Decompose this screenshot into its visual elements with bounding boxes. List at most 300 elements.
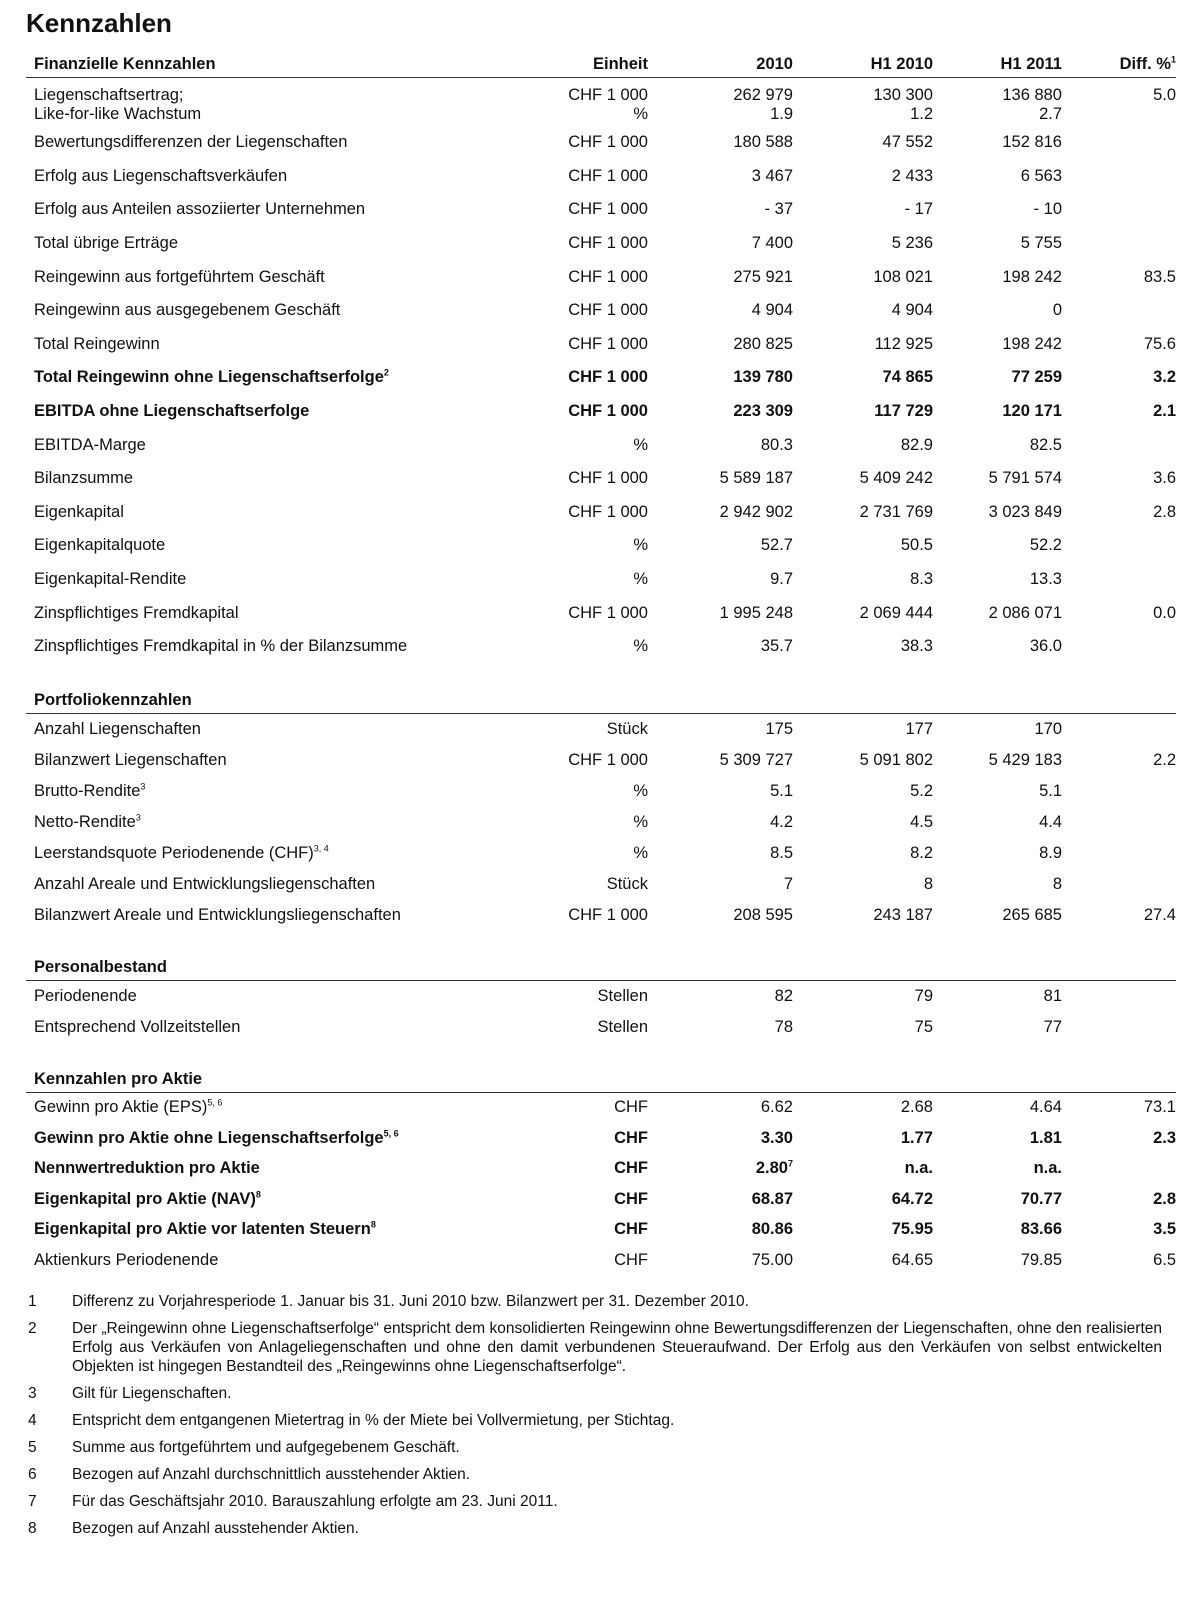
header-label: Finanzielle Kennzahlen [34,55,216,73]
row-value-h1-2011: 83.66 [1020,1220,1062,1239]
section-header-staff [26,945,1176,981]
row-value-h1-2010: 38.3 [900,637,933,656]
row-value-h1-2010: 8.3 [910,570,933,589]
row-value-h1-2010: 2 433 [891,166,933,185]
row-value-h1-2010: 8.2 [910,843,933,862]
footnote-text: Gilt für Liegenschaften. [72,1384,232,1402]
row-value-2010-text: 3.30 [760,1128,793,1147]
table-row [26,1154,1176,1185]
row-value-2010-text: 275 921 [733,267,793,286]
row-value-h1-2010: 75.95 [891,1220,933,1239]
row-label-text: Entsprechend Vollzeitstellen [34,1017,241,1036]
header-diff-text: Diff. % [1119,55,1171,73]
row-value-2010 [648,368,793,387]
footnote [26,1319,1176,1376]
row-value-h1-2010: 2 069 444 [859,603,933,622]
footnote-text: Bezogen auf Anzahl ausstehender Aktien. [72,1519,359,1537]
row-label [26,133,506,152]
row-value-2010-text: 5 309 727 [719,750,793,769]
row-value-h1-2011: 70.77 [1020,1189,1062,1208]
row-label [26,436,506,455]
row-value-h1-2011: 198 242 [1002,267,1062,286]
row-value-2010 [648,875,793,894]
row-unit: % [633,637,648,656]
footnote [26,1384,1176,1403]
row-value-2010-text: 280 825 [733,334,793,353]
row-value-h1-2010: 74 865 [882,368,933,387]
header-diff-sup: 1 [1170,54,1176,65]
row-value-h1-2010: 108 021 [873,267,933,286]
row-value-h1-2010: 75 [914,1017,933,1036]
row-label [26,1251,506,1270]
footnote-ref: 2 [383,367,389,378]
row-value-2010 [648,536,793,555]
row-value-2010 [648,1159,793,1178]
row-value-2010-text: 4 904 [751,301,793,320]
section-header-portfolio [26,678,1176,714]
row-label [26,782,506,801]
row-label-text: Bilanzwert Liegenschaften [34,750,227,769]
footnote-ref: 8 [370,1219,376,1230]
footnote-ref: 8 [255,1189,261,1200]
table-row [26,900,1176,931]
row-label-text: Aktienkurs Periodenende [34,1250,219,1269]
footnote-ref: 3, 4 [313,843,329,853]
row-value-h1-2011: 77 [1043,1017,1062,1036]
row-label-text: Eigenkapital pro Aktie vor latenten Steuern [34,1220,371,1239]
row-value-h1-2010: 5 236 [891,234,933,253]
row-value-h1-2010-line2: 1.2 [910,105,933,123]
row-value-2010 [648,720,793,739]
row-value-h1-2011: 13.3 [1029,570,1062,589]
row-label [26,1159,506,1178]
row-value-2010-text: 2 942 902 [719,502,793,521]
section-title: Personalbestand [34,957,167,976]
table-row [26,630,1176,664]
row-value-h1-2010: - 17 [904,200,933,219]
row-value-h1-2010: 112 925 [874,334,933,353]
footnote-ref: 3 [140,781,146,791]
row-label [26,335,506,354]
row-value-2010-line2: 1.9 [770,105,793,123]
row-value-h1-2011: 82.5 [1029,435,1062,454]
row-value-h1-2010: 177 [905,719,933,738]
row-value-2010 [648,167,793,186]
row-label-text: Periodenende [34,986,137,1005]
table-row [26,193,1176,227]
row-label-text: Gewinn pro Aktie (EPS) [34,1098,208,1117]
row-value-h1-2011: 36.0 [1029,637,1062,656]
row-value-2010-text: 7 400 [751,234,793,253]
row-label [26,368,506,387]
row-value-2010 [648,570,793,589]
row-label [26,1190,506,1209]
row-label [26,402,506,421]
footnote-number: 5 [28,1438,37,1456]
table-row [26,981,1176,1012]
row-label [26,86,506,124]
row-value-2010-text: 223 309 [733,402,793,421]
share-rows [26,1093,1176,1276]
row-diff: 2.8 [1153,1189,1176,1208]
row-value-2010-text: 175 [765,719,793,738]
table-row [26,84,1176,126]
row-value-2010-text: 9.7 [770,570,793,589]
row-value-h1-2010: 8 [923,874,933,893]
footnote-number: 8 [28,1519,37,1537]
row-value-h1-2010: 2.68 [900,1098,933,1117]
row-label-text: Zinspflichtiges Fremdkapital [34,603,239,622]
table-row [26,1245,1176,1276]
row-value-2010-text: 35.7 [760,637,793,656]
row-diff: 0.0 [1153,603,1176,622]
row-value-2010-text: 180 588 [733,133,793,152]
row-value-h1-2011: 8 [1052,874,1062,893]
row-value-h1-2011 [933,86,1062,124]
footnote-text: Entspricht dem entgangenen Mietertrag in % der Miete bei Vollvermietung, per Stichtag. [72,1411,675,1429]
footnote [26,1519,1176,1538]
row-value-2010 [648,637,793,656]
table-row [26,1184,1176,1215]
row-label [26,987,506,1006]
row-value-h1-2010: 1.77 [900,1128,933,1147]
page-title: Kennzahlen [26,8,172,38]
row-unit: CHF 1 000 [568,267,648,286]
footnote [26,1492,1176,1511]
row-value-2010-text: 82 [774,986,793,1005]
row-value-h1-2011: 5 429 183 [988,750,1062,769]
row-label-text: Netto-Rendite [34,812,136,831]
table-row [26,294,1176,328]
row-label-text: Bilanzsumme [34,469,134,488]
row-unit-line2: % [633,105,648,123]
row-value-2010 [648,402,793,421]
row-value-2010 [648,1018,793,1037]
row-diff: 73.1 [1143,1098,1176,1117]
row-value-2010-text: 52.7 [760,536,793,555]
row-value-h1-2011: 52.2 [1029,536,1062,555]
row-unit: CHF 1 000 [568,905,648,924]
row-diff: 2.1 [1153,402,1176,421]
row-value-h1-2011: 81 [1043,986,1062,1005]
footnote [26,1292,1176,1311]
table-row [26,776,1176,807]
row-value-2010-text: 5.1 [770,781,793,800]
row-unit: CHF 1 000 [568,200,648,219]
row-value-h1-2011: 3 023 849 [988,502,1062,521]
row-label [26,1018,506,1037]
row-unit: CHF [614,1159,648,1178]
section-title: Kennzahlen pro Aktie [34,1069,203,1088]
header-col-h1-2010: H1 2010 [870,55,933,73]
footnote-number: 7 [28,1492,37,1510]
row-unit: Stellen [597,986,648,1005]
row-value-h1-2011: 152 816 [1002,133,1062,152]
row-value-2010-text: 78 [774,1017,793,1036]
row-value-2010-text: 139 780 [733,368,793,387]
footnote-ref: 3 [135,812,141,822]
row-diff: 3.6 [1153,469,1176,488]
footnote-number: 1 [28,1292,37,1310]
row-value-2010 [648,436,793,455]
row-value-2010 [648,86,793,124]
row-value-2010 [648,200,793,219]
row-label-text: Reingewinn aus fortgeführtem Geschäft [34,267,325,286]
row-diff: 2.2 [1153,750,1176,769]
row-unit: CHF [614,1189,648,1208]
row-value-2010 [648,813,793,832]
row-unit: % [633,843,648,862]
row-value-h1-2010-line1: 130 300 [873,86,933,104]
row-diff: 3.5 [1153,1220,1176,1239]
footnote-text: Der „Reingewinn ohne Liegenschaftserfolge“ entspricht dem konsolidierten Reingewinn ohne Bewertungsdifferenzen der Liegenschaften, ohne den realisierten Erfolg aus Verkäufen von Anlageliegenschaften und ohne den damit verbundenen Steueraufwand. Der Erfolg aus den Verkäufen von selbst entwickelten Objekten ist hingegen Bestandteil des „Reingewinns ohne Liegenschaftserfolge“. [72,1319,1162,1375]
row-value-h1-2011: 198 242 [1002,334,1062,353]
table-row [26,745,1176,776]
row-unit: CHF [614,1220,648,1239]
row-unit: CHF 1 000 [568,603,648,622]
footnote-ref: 5, 6 [207,1097,223,1108]
row-value-2010 [648,469,793,488]
row-diff: 83.5 [1143,267,1176,286]
row-label-text: EBITDA ohne Liegenschaftserfolge [34,402,310,421]
row-label [26,268,506,287]
row-label-text: Bilanzwert Areale und Entwicklungsliegenschaften [34,905,401,924]
row-diff: 6.5 [1153,1250,1176,1269]
header-unit: Einheit [592,55,648,73]
table-row [26,563,1176,597]
table-row [26,496,1176,530]
row-label [26,637,506,656]
row-value-2010-text: 3 467 [751,166,793,185]
row-label-text: Total Reingewinn ohne Liegenschaftserfolge [34,368,384,387]
row-value-2010-text: 80.3 [760,435,793,454]
footnote [26,1465,1176,1484]
table-row [26,361,1176,395]
row-unit: Stück [606,719,648,738]
row-value-2010 [648,1251,793,1270]
row-label [26,844,506,863]
row-diff: 3.2 [1153,368,1176,387]
row-value-2010 [648,1098,793,1117]
row-value-2010-text: 80.86 [751,1220,793,1239]
table-header [26,40,1176,78]
row-value-2010-text: 7 [783,874,793,893]
section-header-per-share [26,1057,1176,1093]
document [26,6,1176,1546]
row-label-line2: Like-for-like Wachstum [34,105,202,123]
row-label-text: Nennwertreduktion pro Aktie [34,1159,260,1178]
table-row [26,227,1176,261]
row-label-text: EBITDA-Marge [34,435,146,454]
row-unit: CHF 1 000 [568,368,648,387]
footnotes [26,1292,1176,1538]
header-col-diff [1062,55,1176,74]
row-value-h1-2011: 5 755 [1020,234,1062,253]
row-unit [506,86,648,124]
table-row [26,428,1176,462]
row-label [26,469,506,488]
row-unit: CHF [614,1098,648,1117]
row-value-h1-2011: 120 171 [1002,402,1062,421]
row-label-line1: Liegenschaftsertrag; [34,86,184,104]
row-unit: % [633,570,648,589]
table-row [26,714,1176,745]
row-unit-line1: CHF 1 000 [568,86,648,104]
row-unit: CHF 1 000 [568,750,648,769]
row-label [26,570,506,589]
row-label-text: Erfolg aus Liegenschaftsverkäufen [34,166,288,185]
row-unit: % [633,781,648,800]
row-value-h1-2010 [793,86,933,124]
row-value-2010 [648,133,793,152]
row-value-2010 [648,604,793,623]
row-value-2010 [648,335,793,354]
table-row [26,260,1176,294]
table-row [26,395,1176,429]
row-label [26,875,506,894]
row-unit: Stück [606,874,648,893]
row-value-h1-2011-line1: 136 880 [1002,86,1062,104]
row-label [26,720,506,739]
table-row [26,869,1176,900]
row-unit: CHF 1 000 [568,502,648,521]
row-value-h1-2010: 79 [914,986,933,1005]
row-value-2010 [648,987,793,1006]
footnote-number: 2 [28,1319,37,1337]
row-value-2010-line1: 262 979 [733,86,793,104]
row-value-2010-text: 8.5 [770,843,793,862]
row-label-text: Eigenkapital pro Aktie (NAV) [34,1189,256,1208]
row-label [26,906,506,925]
row-label [26,751,506,770]
row-value-h1-2010: 64.65 [891,1250,933,1269]
row-value-2010-text: - 37 [764,200,793,219]
row-unit: % [633,812,648,831]
footnote-text: Für das Geschäftsjahr 2010. Barauszahlung erfolgte am 23. Juni 2011. [72,1492,558,1510]
row-unit: CHF 1 000 [568,166,648,185]
table-row [26,596,1176,630]
row-label-text: Erfolg aus Anteilen assoziierter Unternehmen [34,200,366,219]
row-unit: CHF [614,1250,648,1269]
row-unit: % [633,435,648,454]
row-value-2010 [648,301,793,320]
row-value-2010 [648,1190,793,1209]
footnote-number: 4 [28,1411,37,1429]
table-row [26,462,1176,496]
row-value-2010 [648,268,793,287]
row-unit: CHF 1 000 [568,301,648,320]
row-value-h1-2011: 265 685 [1002,905,1062,924]
row-value-2010-text: 6.62 [760,1098,793,1117]
row-label-text: Bewertungsdifferenzen der Liegenschaften [34,133,348,152]
row-unit: CHF 1 000 [568,334,648,353]
row-value-h1-2010: 5.2 [910,781,933,800]
row-diff: 75.6 [1143,334,1176,353]
footnote-number: 3 [28,1384,37,1402]
row-value-h1-2011: 5 791 574 [988,469,1062,488]
row-value-h1-2010: 4.5 [910,812,933,831]
row-diff [1062,86,1176,105]
table-row [26,126,1176,160]
footnote-ref: 7 [787,1158,793,1169]
footnote-text: Differenz zu Vorjahresperiode 1. Januar bis 31. Juni 2010 bzw. Bilanzwert per 31. Dezember 2010. [72,1292,749,1310]
row-value-2010-text: 75.00 [751,1250,793,1269]
row-value-2010 [648,906,793,925]
table-row [26,807,1176,838]
row-diff: 2.3 [1153,1128,1176,1147]
row-value-h1-2010: 82.9 [900,435,933,454]
portfolio-rows [26,714,1176,931]
row-label [26,167,506,186]
row-unit: CHF [614,1128,648,1147]
row-label-text: Total übrige Erträge [34,234,178,253]
staff-rows [26,981,1176,1043]
footnote-text: Bezogen auf Anzahl durchschnittlich ausstehender Aktien. [72,1465,471,1483]
row-unit: CHF 1 000 [568,469,648,488]
row-value-2010-text: 2.80 [755,1159,788,1178]
row-label [26,536,506,555]
table-row [26,1123,1176,1154]
row-label-text: Eigenkapitalquote [34,536,166,555]
row-label [26,503,506,522]
row-unit: CHF 1 000 [568,402,648,421]
row-label [26,1220,506,1239]
row-value-h1-2010: 5 409 242 [859,469,933,488]
row-label-text: Total Reingewinn [34,334,160,353]
row-label-text: Reingewinn aus ausgegebenem Geschäft [34,301,341,320]
row-value-h1-2010: 5 091 802 [859,750,933,769]
section-title: Portfoliokennzahlen [34,690,192,709]
row-value-h1-2010: 64.72 [891,1189,933,1208]
row-label-text: Eigenkapital-Rendite [34,570,187,589]
footnote-text: Summe aus fortgeführtem und aufgegebenem Geschäft. [72,1438,460,1456]
row-value-2010 [648,782,793,801]
row-value-2010 [648,1129,793,1148]
table-row [26,1093,1176,1124]
row-label [26,234,506,253]
footnote-ref: 5, 6 [383,1128,399,1139]
footnote-number: 6 [28,1465,37,1483]
row-label [26,301,506,320]
row-value-h1-2010: 50.5 [900,536,933,555]
row-label-text: Gewinn pro Aktie ohne Liegenschaftserfolge [34,1128,384,1147]
row-value-h1-2011: 2 086 071 [988,603,1062,622]
row-label-text: Anzahl Areale und Entwicklungsliegenschaften [34,874,376,893]
row-value-h1-2010: 4 904 [891,301,933,320]
row-unit: Stellen [597,1017,648,1036]
header-col-2010: 2010 [756,55,793,73]
row-label-text: Anzahl Liegenschaften [34,719,201,738]
row-value-2010 [648,844,793,863]
row-value-2010-text: 1 995 248 [719,603,793,622]
row-value-h1-2011: - 10 [1033,200,1062,219]
row-value-h1-2011: 170 [1034,719,1062,738]
row-label [26,604,506,623]
row-label-text: Brutto-Rendite [34,781,141,800]
row-value-2010-text: 208 595 [733,905,793,924]
row-label-text: Leerstandsquote Periodenende (CHF) [34,843,314,862]
header-col-h1-2011: H1 2011 [1000,55,1062,73]
row-value-h1-2011: 6 563 [1020,166,1062,185]
table-row [26,160,1176,194]
row-label-text: Eigenkapital [34,502,124,521]
row-value-h1-2010: 243 187 [873,905,933,924]
row-value-h1-2010: 47 552 [882,133,933,152]
table-row [26,1215,1176,1246]
row-value-2010-text: 68.87 [751,1189,793,1208]
table-row [26,328,1176,362]
row-unit: CHF 1 000 [568,133,648,152]
